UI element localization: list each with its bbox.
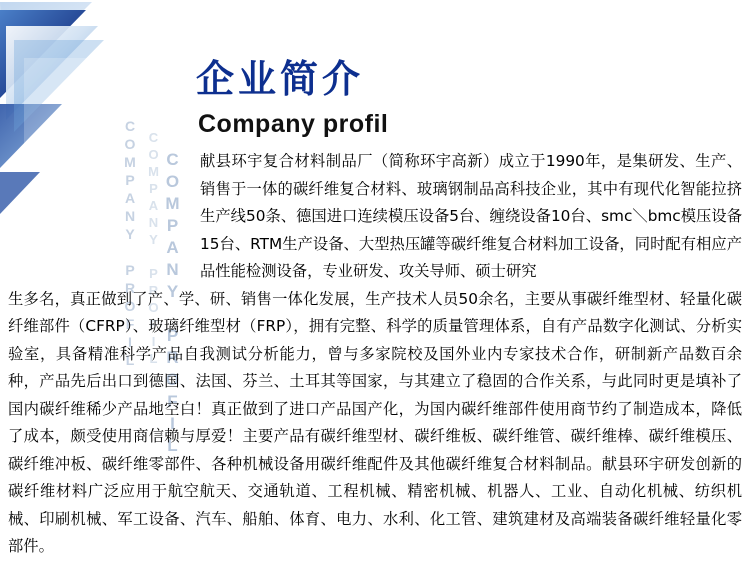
page-title-chinese: 企业简介 [196, 57, 365, 101]
vertical-watermark-tertiary: COMPANY PROFIL [163, 150, 182, 458]
vertical-watermark-secondary: COMPANY PROFIL [146, 130, 161, 368]
page-title-block [196, 58, 388, 139]
intro-paragraph [8, 148, 742, 286]
main-paragraph: 生多名，真正做到了产、学、研、销售一体化发展，生产技术人员50余名，主要从事碳纤维型材、轻量化碳纤维部件（CFRP）、玻璃纤维型材（FRP），拥有完整、科学的质量管理体系，自有产品数字化测试、分析实验室，具备精准科学产品自我测试分析能力，曾与多家院校及国外业内专家技术合作，研制新产品数百余种，产品先后出口到德国、法国、芬兰、土耳其等国家，与其建立了稳固的合作关系，与此同时更是填补了国内碳纤维稀少产品地空白！真正做到了进口产品国产化，为国内碳纤维部件使用商节约了制造成本，降低了成本，颇受使用商信赖与厚爱！主要产品有碳纤维型材、碳纤维板、碳纤维管、碳纤维棒、碳纤维模压、碳纤维冲板、碳纤维零部件、各种机械设备用碳纤维配件及其他碳纤维复合材料制品。献县环宇研发创新的碳纤维材料广泛应用于航空航天、交通轨道、工程机械、精密机械、机器人、工业、自动化机械、纺织机械、印刷机械、军工设备、汽车、船舶、体育、电力、水利、化工管、建筑建材及高端装备碳纤维轻量化零部件。 [8, 289, 742, 555]
company-profile-body [8, 148, 742, 561]
vertical-watermark-primary: COMPANY PROFIL [122, 118, 138, 370]
page-title-english: Company profil [198, 109, 389, 138]
intro-paragraph-text: 献县环宇复合材料制品厂（简称环宇高新）成立于1990年，是集研发、生产、销售于一体的碳纤维复合材料、玻璃钢制品高科技企业，其中有现代化智能拉挤生产线50条、德国进口连续模压设备5台、缠绕设备10台、smc＼bmc模压设备15台、RTM生产设备、大型热压罐等碳纤维复合材料加工设备，同时配有相应产品性能检测设备，专业研发、攻关导师、硕士研究 [200, 152, 742, 280]
